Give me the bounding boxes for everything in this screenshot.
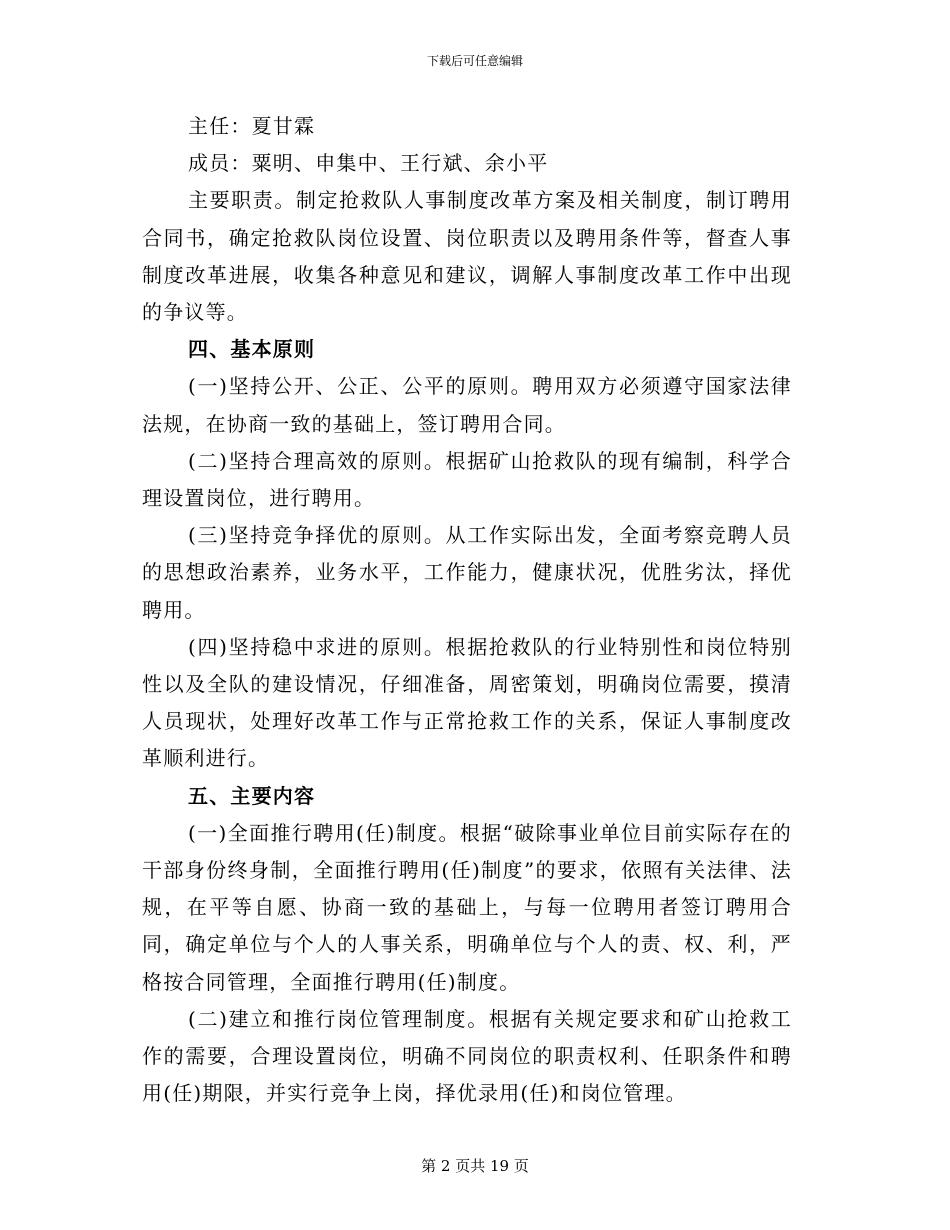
section-heading-principles: 四、基本原则 — [188, 337, 316, 362]
content-paragraph: (一)全面推行聘用(任)制度。根据“破除事业单位目前实际存在的干部身份终身制，全面推行聘用(任)制度”的要求，依照有关法律、法规，在平等自愿、协商一致的基础上，与每一位聘用者签订聘用合同，确定单位与个人的人事关系，明确单位与个人的责、权、利，严格按合同管理，全面推行聘用(任)制度。 — [142, 820, 792, 994]
director-line: 主任：夏甘霖 — [188, 114, 316, 138]
members-line: 成员：粟明、申集中、王行斌、余小平 — [188, 151, 549, 176]
page-number: 第 2 页共 19 页 — [421, 1157, 529, 1175]
principle-paragraph: (四)坚持稳中求进的原则。根据抢救队的行业特别性和岗位特别性以及全队的建设情况，仔细准备，周密策划，明确岗位需要，摸清人员现状，处理好改革工作与正常抢救工作的关系，保证人事制度改革顺利进行。 — [142, 634, 792, 771]
section-heading-content: 五、主要内容 — [188, 783, 316, 808]
principle-paragraph: (一)坚持公开、公正、公平的原则。聘用双方必须遵守国家法律法规，在协商一致的基础上，签订聘用合同。 — [142, 374, 792, 436]
page-header: 下载后可任意编辑 — [426, 54, 523, 68]
content-paragraph: (二)建立和推行岗位管理制度。根据有关规定要求和矿山抢救工作的需要，合理设置岗位，明确不同岗位的职责权利、任职条件和聘用(任)期限，并实行竞争上岗，择优录用(任)和岗位管理。 — [142, 1006, 792, 1106]
principle-paragraph: (二)坚持合理高效的原则。根据矿山抢救队的现有编制，科学合理设置岗位，进行聘用。 — [142, 448, 792, 511]
principle-paragraph: (三)坚持竞争择优的原则。从工作实际出发，全面考察竞聘人员的思想政治素养，业务水平，工作能力，健康状况，优胜劣汰，择优聘用。 — [142, 523, 792, 622]
document-body — [142, 108, 792, 1112]
duties-paragraph: 主要职责。制定抢救队人事制度改革方案及相关制度，制订聘用合同书，确定抢救队岗位设置、岗位职责以及聘用条件等，督查人事制度改革进展，收集各种意见和建议，调解人事制度改革工作中出现的争议等。 — [142, 188, 792, 325]
